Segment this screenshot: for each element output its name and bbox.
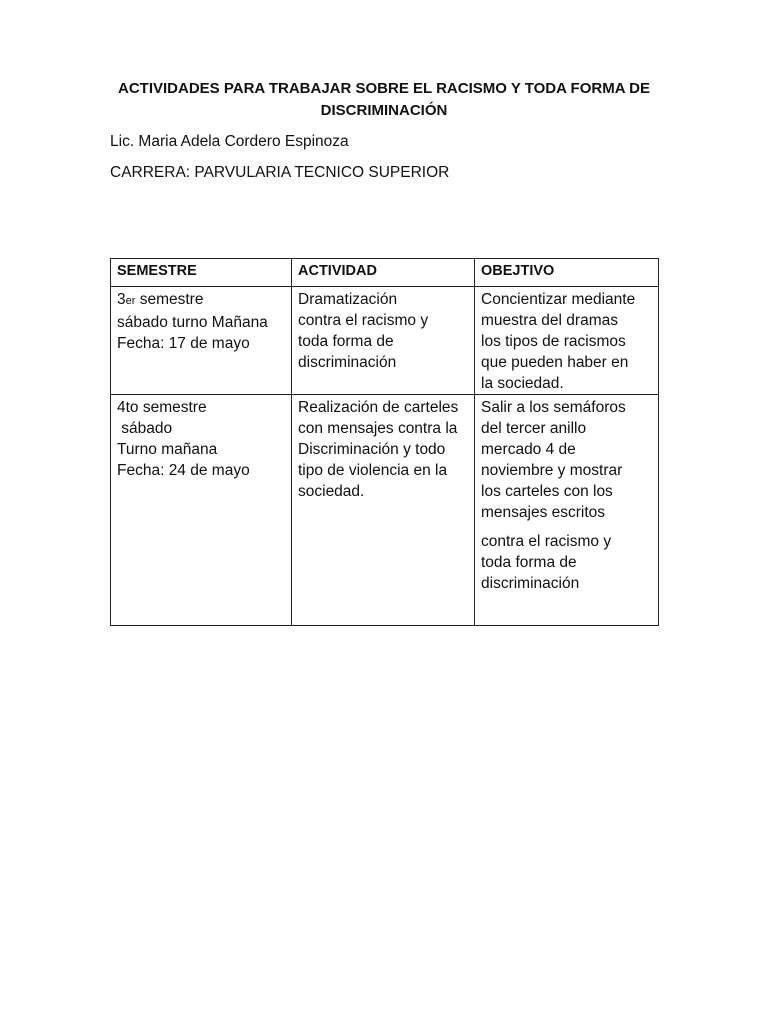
objective-line: los carteles con los [481,483,613,500]
activity-line: Discriminación y todo [298,441,446,458]
objective-line: los tipos de racismos [481,333,626,350]
semester-date: Fecha: 24 de mayo [117,462,250,479]
activity-line: contra el racismo y [298,312,429,329]
header-objetivo: OBEJTIVO [475,259,659,287]
activity-line: sociedad. [298,483,365,500]
objective-line: mensajes escritos [481,504,606,521]
objective-line: contra el racismo y [481,533,612,550]
career-line: CARRERA: PARVULARIA TECNICO SUPERIOR [110,164,450,181]
objective-line: discriminación [481,575,580,592]
objective-line: toda forma de [481,554,577,571]
header-actividad: ACTIVIDAD [292,259,475,287]
semester-line: 4to semestre [117,399,207,416]
paragraph-gap [481,523,652,531]
objective-line: noviembre y mostrar [481,462,623,479]
objective-line: mercado 4 de [481,441,576,458]
activity-line: tipo de violencia en la [298,462,448,479]
table-header-row [111,259,659,287]
document-title [110,78,658,122]
activity-line: Dramatización [298,291,398,308]
cell-objective [475,395,659,626]
semester-word: semestre [135,291,204,308]
header-semestre: SEMESTRE [111,259,292,287]
cell-semester [111,287,292,395]
objective-line: del tercer anillo [481,420,587,437]
cell-objective [475,287,659,395]
semester-ordinal: er [125,295,136,307]
semester-line: sábado [117,420,173,437]
semester-date: Fecha: 17 de mayo [117,335,250,352]
semester-line [117,289,285,312]
activity-line: con mensajes contra la [298,420,458,437]
semester-number: 3 [117,291,126,308]
title-line-1: ACTIVIDADES PARA TRABAJAR SOBRE EL RACISMO Y TODA FORMA DE [118,80,650,97]
activity-line: toda forma de [298,333,394,350]
activity-line: discriminación [298,354,397,371]
author-line: Lic. Maria Adela Cordero Espinoza [110,133,349,150]
activity-line: Realización de carteles [298,399,459,416]
objective-line: Concientizar mediante [481,291,636,308]
title-line-2: DISCRIMINACIÓN [320,102,448,119]
cell-activity [292,395,475,626]
objective-line: muestra del dramas [481,312,618,329]
activities-table [110,258,659,626]
semester-line: sábado turno Mañana [117,314,268,331]
semester-line: Turno mañana [117,441,218,458]
objective-line: la sociedad. [481,375,564,392]
table-row [111,395,659,626]
cell-activity [292,287,475,395]
cell-semester [111,395,292,626]
objective-line: que pueden haber en [481,354,629,371]
table-row [111,287,659,395]
objective-line: Salir a los semáforos [481,399,626,416]
